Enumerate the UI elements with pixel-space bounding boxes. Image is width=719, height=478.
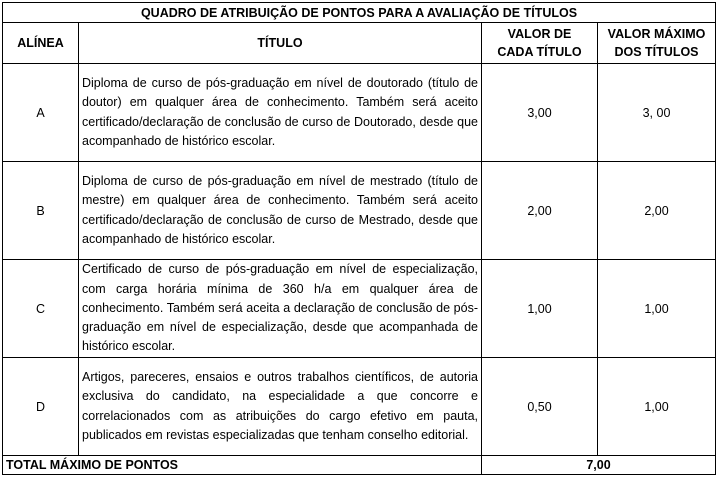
table-header-row xyxy=(3,23,716,64)
table-title: QUADRO DE ATRIBUIÇÃO DE PONTOS PARA A AVALIAÇÃO DE TÍTULOS xyxy=(3,3,716,23)
table-row xyxy=(3,260,716,358)
row-alinea: C xyxy=(3,260,79,358)
row-alinea: D xyxy=(3,358,79,456)
header-valor-cada-line1: VALOR DE xyxy=(507,27,572,41)
table-row xyxy=(3,64,716,162)
header-alinea: ALÍNEA xyxy=(3,23,79,64)
header-titulo: TÍTULO xyxy=(79,23,482,64)
header-valor-max xyxy=(598,23,716,64)
document xyxy=(2,2,715,475)
row-titulo: Certificado de curso de pós-graduação em nível de especialização, com carga horária mínima de 360 h/a em qualquer área de conhecimento. Também será aceita a declaração de conclusão de pós-graduação em nível de especialização, desde que acompanhada de histórico escolar. xyxy=(79,260,482,358)
row-valor-max: 1,00 xyxy=(598,260,716,358)
row-valor-max: 3, 00 xyxy=(598,64,716,162)
row-valor-max: 2,00 xyxy=(598,162,716,260)
header-valor-cada-line2: CADA TÍTULO xyxy=(497,45,582,59)
row-alinea: A xyxy=(3,64,79,162)
total-row xyxy=(3,456,716,475)
points-table xyxy=(2,2,716,475)
row-titulo: Artigos, pareceres, ensaios e outros trabalhos científicos, de autoria exclusiva do candidato, na especialidade a que concorre e correlacionados com as atribuições do cargo efetivo em pauta, publicados em revistas especializadas que tenham conselho editorial. xyxy=(79,358,482,456)
row-valor-cada: 0,50 xyxy=(482,358,598,456)
table-row xyxy=(3,358,716,456)
row-valor-max: 1,00 xyxy=(598,358,716,456)
header-valor-max-line1: VALOR MÁXIMO xyxy=(607,27,706,41)
row-titulo: Diploma de curso de pós-graduação em nível de mestrado (título de mestre) em qualquer área de conhecimento. Também será aceito certificado/declaração de conclusão de curso de Mestrado, desde que acompanhado de histórico escolar. xyxy=(79,162,482,260)
header-valor-max-line2: DOS TÍTULOS xyxy=(614,45,699,59)
row-alinea: B xyxy=(3,162,79,260)
row-titulo: Diploma de curso de pós-graduação em nível de doutorado (título de doutor) em qualquer área de conhecimento. Também será aceito certificado/declaração de conclusão de curso de Doutorado, desde que acompanhado de histórico escolar. xyxy=(79,64,482,162)
total-value: 7,00 xyxy=(482,456,716,475)
header-valor-cada xyxy=(482,23,598,64)
total-label: TOTAL MÁXIMO DE PONTOS xyxy=(3,456,482,475)
row-valor-cada: 3,00 xyxy=(482,64,598,162)
table-caption-row xyxy=(3,3,716,23)
row-valor-cada: 1,00 xyxy=(482,260,598,358)
row-valor-cada: 2,00 xyxy=(482,162,598,260)
table-row xyxy=(3,162,716,260)
